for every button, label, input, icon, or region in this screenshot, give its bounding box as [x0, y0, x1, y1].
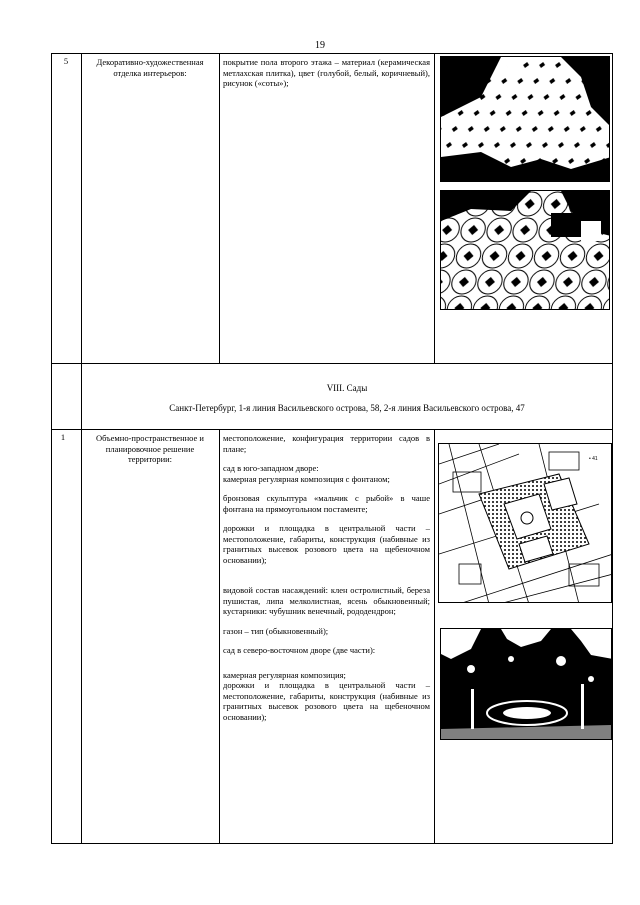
table-right-border — [612, 53, 613, 844]
description-paragraph: сад в юго-западном дворе: — [223, 463, 319, 473]
section-address: Санкт-Петербург, 1-я линия Васильевского острова, 58, 2-я линия Васильевского острова, 47 — [169, 403, 525, 413]
table-top-border — [51, 53, 613, 54]
section-title: VIII. Сады — [326, 383, 368, 393]
tile-floor-image — [441, 57, 610, 182]
table-left-border — [51, 53, 52, 844]
description-paragraph: видовой состав насаждений: клен остролистный, береза пушистая, липа мелколистная, ясень обыкновенный; кустарники: чубушник венечный, рододендрон; — [223, 585, 430, 616]
column-divider — [434, 53, 435, 364]
description-paragraph: бронзовая скульптура «мальчик с рыбой» в чаше фонтана на прямоугольном постаменте; — [223, 493, 430, 514]
description-paragraph: газон – тип (обыкновенный); — [223, 625, 329, 636]
description-paragraph: камерная регулярная композиция; — [223, 669, 346, 680]
description-paragraph: дорожки и площадка в центральной части – местоположение, габариты, конструкция (набивные из гранитных высевок розового цвета на щебеночном основании); — [223, 523, 430, 565]
description-paragraph: дорожки и площадка в центральной части – местоположение, габариты, конструкция (набивные из гранитных высевок розового цвета на щебеночном основании); — [223, 680, 430, 722]
row-number: 5 — [63, 56, 69, 66]
tile-floor-photo-2 — [440, 190, 610, 310]
column-divider — [434, 429, 435, 844]
feature-description — [223, 433, 430, 731]
column-divider — [219, 53, 220, 364]
description-paragraph: сад в северо-восточном дворе (две части): — [223, 645, 376, 655]
feature-description: покрытие пола второго этажа – материал (керамическая метлахская плитка), цвет (голубой, белый, коричневый), рисунок («соты»); — [223, 57, 430, 88]
tile-floor-photo-1 — [440, 56, 610, 182]
feature-name: Декоративно-художественная отделка интерьеров: — [96, 57, 204, 78]
feature-name: Объемно-пространственное и планировочное решение территории: — [96, 433, 204, 464]
column-divider — [219, 429, 220, 844]
garden-image — [441, 629, 612, 740]
row-divider — [51, 429, 613, 430]
garden-photo — [440, 628, 612, 740]
description-paragraph: камерная регулярная композиция с фонтаном; — [223, 473, 390, 484]
row-number: 1 — [60, 432, 66, 442]
description-paragraph: местоположение, конфигурация территории садов в плане; — [223, 433, 430, 454]
site-plan-image — [439, 444, 612, 603]
site-plan-map — [438, 443, 612, 603]
svg-text:• 41: • 41 — [589, 456, 598, 462]
table-bottom-border — [51, 843, 613, 844]
column-divider — [81, 53, 82, 844]
row-divider — [51, 363, 613, 364]
tile-floor-image — [441, 191, 610, 310]
page-number: 19 — [315, 40, 325, 51]
